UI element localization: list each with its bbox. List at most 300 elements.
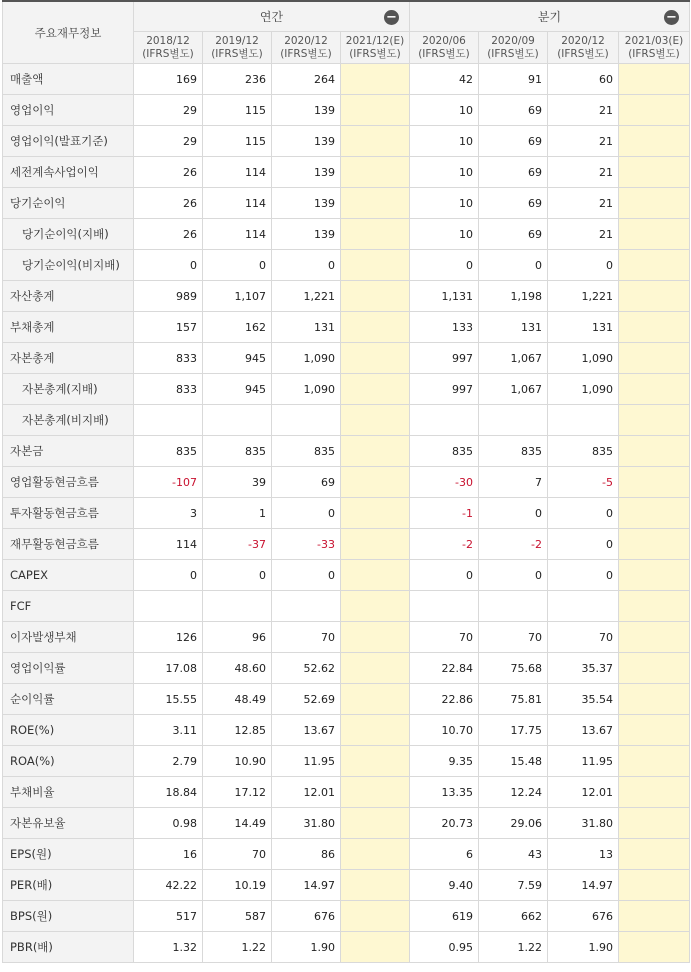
table-cell [341, 870, 410, 901]
table-cell: 3.11 [134, 715, 203, 746]
table-row [3, 591, 690, 622]
column-basis: (IFRS별도) [349, 47, 401, 60]
table-cell: 15.48 [479, 746, 548, 777]
table-cell: 69 [479, 126, 548, 157]
table-row [3, 436, 690, 467]
table-cell [341, 839, 410, 870]
table-cell: 69 [479, 219, 548, 250]
table-cell: 131 [479, 312, 548, 343]
table-cell: 1,090 [272, 343, 341, 374]
row-label: 당기순이익 [3, 188, 134, 219]
column-period: 2019/12 [215, 34, 259, 47]
table-cell: 7 [479, 467, 548, 498]
table-cell: 26 [134, 157, 203, 188]
row-label: CAPEX [3, 560, 134, 591]
table-cell [341, 560, 410, 591]
table-cell: 52.69 [272, 684, 341, 715]
table-cell: -33 [272, 529, 341, 560]
table-cell [341, 343, 410, 374]
table-cell [341, 932, 410, 963]
table-cell: 131 [548, 312, 619, 343]
table-cell: 3 [134, 498, 203, 529]
table-cell [341, 591, 410, 622]
table-cell: 17.12 [203, 777, 272, 808]
table-cell [341, 653, 410, 684]
table-cell: 70 [410, 622, 479, 653]
table-cell: 75.68 [479, 653, 548, 684]
table-cell: 18.84 [134, 777, 203, 808]
table-cell [619, 653, 690, 684]
group-label-quarterly: 분기 [537, 10, 562, 24]
table-cell: 31.80 [272, 808, 341, 839]
table-cell: 1.32 [134, 932, 203, 963]
table-cell: 86 [272, 839, 341, 870]
column-basis: (IFRS별도) [487, 47, 539, 60]
table-cell: 43 [479, 839, 548, 870]
table-cell: 1,090 [548, 343, 619, 374]
row-label: 영업이익 [3, 95, 134, 126]
table-cell: 42.22 [134, 870, 203, 901]
table-row [3, 839, 690, 870]
table-cell: 10 [410, 219, 479, 250]
group-label-annual: 연간 [259, 10, 284, 24]
table-cell: 997 [410, 343, 479, 374]
table-cell: 0 [479, 560, 548, 591]
column-period: 2020/12 [561, 34, 605, 47]
table-cell [619, 901, 690, 932]
table-cell [134, 591, 203, 622]
table-cell: 13.67 [548, 715, 619, 746]
column-header [341, 32, 410, 64]
table-cell: 1.90 [272, 932, 341, 963]
table-cell: 6 [410, 839, 479, 870]
column-header [479, 32, 548, 64]
table-cell [619, 746, 690, 777]
financial-table [2, 0, 690, 963]
group-header-annual [134, 1, 410, 32]
table-cell [341, 126, 410, 157]
table-cell: 10.70 [410, 715, 479, 746]
table-row [3, 219, 690, 250]
table-cell: 2.79 [134, 746, 203, 777]
table-cell: 1,221 [272, 281, 341, 312]
table-row [3, 405, 690, 436]
column-header [134, 32, 203, 64]
table-cell: 587 [203, 901, 272, 932]
table-cell: 91 [479, 64, 548, 95]
table-cell: 70 [272, 622, 341, 653]
table-cell: 69 [272, 467, 341, 498]
table-row [3, 188, 690, 219]
minus-circle-icon[interactable]: − [664, 10, 679, 25]
table-cell: 0 [272, 498, 341, 529]
table-cell: 26 [134, 219, 203, 250]
table-cell: 619 [410, 901, 479, 932]
table-cell: 39 [203, 467, 272, 498]
table-row [3, 250, 690, 281]
row-label: 자본유보율 [3, 808, 134, 839]
table-cell [479, 591, 548, 622]
table-cell: 69 [479, 157, 548, 188]
column-period: 2020/12 [284, 34, 328, 47]
table-cell [341, 467, 410, 498]
table-cell: 17.08 [134, 653, 203, 684]
table-cell: 1.90 [548, 932, 619, 963]
row-label: 재무활동현금흐름 [3, 529, 134, 560]
table-cell: 21 [548, 126, 619, 157]
column-period: 2020/09 [491, 34, 535, 47]
column-header [619, 32, 690, 64]
row-label: 자본총계 [3, 343, 134, 374]
table-cell: 13 [548, 839, 619, 870]
table-cell: 7.59 [479, 870, 548, 901]
table-cell: 835 [272, 436, 341, 467]
table-cell: 0 [203, 560, 272, 591]
column-basis: (IFRS별도) [142, 47, 194, 60]
table-cell: 10.90 [203, 746, 272, 777]
table-cell: 0 [479, 250, 548, 281]
table-cell: 52.62 [272, 653, 341, 684]
table-cell: 14.49 [203, 808, 272, 839]
table-cell: 10 [410, 126, 479, 157]
table-cell: 14.97 [272, 870, 341, 901]
table-cell [619, 281, 690, 312]
table-cell: 20.73 [410, 808, 479, 839]
table-cell [479, 405, 548, 436]
table-cell: 169 [134, 64, 203, 95]
table-cell [341, 219, 410, 250]
column-period: 2021/03(E) [624, 34, 684, 47]
table-cell [341, 901, 410, 932]
table-cell [134, 405, 203, 436]
table-cell: 997 [410, 374, 479, 405]
table-cell: 139 [272, 95, 341, 126]
table-cell [203, 405, 272, 436]
table-cell: 0.98 [134, 808, 203, 839]
table-row [3, 808, 690, 839]
table-cell: 48.60 [203, 653, 272, 684]
row-label: EPS(원) [3, 839, 134, 870]
row-label: 세전계속사업이익 [3, 157, 134, 188]
table-cell [341, 715, 410, 746]
table-cell [341, 684, 410, 715]
table-cell: 31.80 [548, 808, 619, 839]
table-cell: 17.75 [479, 715, 548, 746]
row-label: 당기순이익(비지배) [3, 250, 134, 281]
table-row [3, 467, 690, 498]
table-cell [341, 777, 410, 808]
table-cell: 22.84 [410, 653, 479, 684]
table-cell: 13.67 [272, 715, 341, 746]
table-row [3, 560, 690, 591]
table-cell: 70 [548, 622, 619, 653]
table-cell: 21 [548, 157, 619, 188]
table-cell: -5 [548, 467, 619, 498]
table-cell: 126 [134, 622, 203, 653]
table-row [3, 343, 690, 374]
table-row [3, 498, 690, 529]
table-cell [410, 405, 479, 436]
table-cell: 157 [134, 312, 203, 343]
table-cell: -1 [410, 498, 479, 529]
table-cell [619, 343, 690, 374]
table-cell: 139 [272, 157, 341, 188]
row-label: 부채비율 [3, 777, 134, 808]
table-cell: 1,198 [479, 281, 548, 312]
table-cell: 11.95 [548, 746, 619, 777]
table-cell: -2 [479, 529, 548, 560]
table-cell: 0 [410, 250, 479, 281]
table-cell: 139 [272, 188, 341, 219]
table-cell [548, 591, 619, 622]
table-row [3, 777, 690, 808]
corner-header: 주요재무정보 [3, 1, 134, 64]
table-cell: 0.95 [410, 932, 479, 963]
table-row [3, 901, 690, 932]
row-label: 영업활동현금흐름 [3, 467, 134, 498]
table-cell: 1,067 [479, 374, 548, 405]
table-cell: 1,090 [272, 374, 341, 405]
table-cell [341, 95, 410, 126]
table-cell: 35.54 [548, 684, 619, 715]
column-period: 2020/06 [422, 34, 466, 47]
table-cell [619, 777, 690, 808]
table-cell: -107 [134, 467, 203, 498]
table-cell: 139 [272, 219, 341, 250]
row-label: 당기순이익(지배) [3, 219, 134, 250]
table-cell: 835 [203, 436, 272, 467]
table-cell: 0 [548, 529, 619, 560]
table-row [3, 622, 690, 653]
table-cell: 264 [272, 64, 341, 95]
table-cell: 21 [548, 219, 619, 250]
row-label: 매출액 [3, 64, 134, 95]
table-row [3, 95, 690, 126]
table-cell: 21 [548, 95, 619, 126]
table-cell: 21 [548, 188, 619, 219]
row-label: FCF [3, 591, 134, 622]
table-cell [341, 250, 410, 281]
table-cell [410, 591, 479, 622]
table-row [3, 746, 690, 777]
table-row [3, 529, 690, 560]
column-basis: (IFRS별도) [418, 47, 470, 60]
table-cell: 131 [272, 312, 341, 343]
table-cell: 835 [134, 436, 203, 467]
table-cell [341, 281, 410, 312]
table-cell [272, 405, 341, 436]
table-cell: 70 [479, 622, 548, 653]
table-cell: 114 [203, 188, 272, 219]
row-label: 영업이익(발표기준) [3, 126, 134, 157]
table-cell [619, 498, 690, 529]
table-cell: 0 [548, 560, 619, 591]
table-cell: 1,107 [203, 281, 272, 312]
column-header [203, 32, 272, 64]
table-cell [341, 622, 410, 653]
table-cell: 162 [203, 312, 272, 343]
table-cell [619, 250, 690, 281]
table-cell: 835 [479, 436, 548, 467]
table-cell: 0 [410, 560, 479, 591]
table-cell: 75.81 [479, 684, 548, 715]
table-cell: 10.19 [203, 870, 272, 901]
table-cell: 835 [410, 436, 479, 467]
column-basis: (IFRS별도) [211, 47, 263, 60]
minus-circle-icon[interactable]: − [384, 10, 399, 25]
table-cell [341, 157, 410, 188]
table-cell: 236 [203, 64, 272, 95]
group-header-quarterly [410, 1, 690, 32]
table-cell: 676 [548, 901, 619, 932]
row-label: 순이익률 [3, 684, 134, 715]
table-cell: 22.86 [410, 684, 479, 715]
row-label: 자본총계(비지배) [3, 405, 134, 436]
table-cell [619, 436, 690, 467]
table-cell: 833 [134, 343, 203, 374]
table-cell [341, 436, 410, 467]
table-cell [341, 374, 410, 405]
table-cell [619, 95, 690, 126]
table-cell: 69 [479, 188, 548, 219]
table-cell: 35.37 [548, 653, 619, 684]
table-cell: 70 [203, 839, 272, 870]
table-cell: 1.22 [479, 932, 548, 963]
table-cell [341, 498, 410, 529]
table-cell [341, 312, 410, 343]
table-cell: 0 [548, 498, 619, 529]
table-cell: 1 [203, 498, 272, 529]
row-label: 투자활동현금흐름 [3, 498, 134, 529]
table-cell: 1,090 [548, 374, 619, 405]
table-cell [619, 467, 690, 498]
table-cell [203, 591, 272, 622]
table-cell: 12.01 [548, 777, 619, 808]
table-cell [619, 932, 690, 963]
table-cell: 139 [272, 126, 341, 157]
table-cell: 989 [134, 281, 203, 312]
table-cell: 11.95 [272, 746, 341, 777]
table-cell [619, 374, 690, 405]
table-cell [619, 808, 690, 839]
table-cell: 0 [479, 498, 548, 529]
table-cell [619, 157, 690, 188]
table-row [3, 715, 690, 746]
table-cell: 13.35 [410, 777, 479, 808]
table-cell: 115 [203, 126, 272, 157]
table-cell: 114 [203, 219, 272, 250]
table-cell: 0 [272, 560, 341, 591]
table-cell: 96 [203, 622, 272, 653]
table-cell: -30 [410, 467, 479, 498]
table-cell [341, 405, 410, 436]
table-cell [619, 622, 690, 653]
table-cell: 9.40 [410, 870, 479, 901]
table-cell: 115 [203, 95, 272, 126]
table-row [3, 870, 690, 901]
table-cell: 0 [548, 250, 619, 281]
row-label: PBR(배) [3, 932, 134, 963]
table-cell: 133 [410, 312, 479, 343]
table-cell [619, 560, 690, 591]
table-cell [619, 715, 690, 746]
column-header [410, 32, 479, 64]
table-cell: 69 [479, 95, 548, 126]
row-label: ROE(%) [3, 715, 134, 746]
table-cell: 42 [410, 64, 479, 95]
table-cell: 1,221 [548, 281, 619, 312]
table-cell: 12.01 [272, 777, 341, 808]
table-cell [619, 405, 690, 436]
table-cell: 26 [134, 188, 203, 219]
table-row [3, 64, 690, 95]
table-cell: 1,131 [410, 281, 479, 312]
table-cell: 9.35 [410, 746, 479, 777]
table-cell: 1.22 [203, 932, 272, 963]
column-period: 2018/12 [146, 34, 190, 47]
row-label: 자본금 [3, 436, 134, 467]
table-cell [619, 219, 690, 250]
row-label: 영업이익률 [3, 653, 134, 684]
table-cell: 833 [134, 374, 203, 405]
row-label: 이자발생부채 [3, 622, 134, 653]
table-row [3, 653, 690, 684]
table-cell [619, 312, 690, 343]
table-cell: 1,067 [479, 343, 548, 374]
table-cell: 835 [548, 436, 619, 467]
table-cell: 16 [134, 839, 203, 870]
table-row [3, 126, 690, 157]
table-cell: 0 [134, 250, 203, 281]
table-cell [619, 839, 690, 870]
table-cell: 29 [134, 126, 203, 157]
column-header [548, 32, 619, 64]
table-cell: 0 [272, 250, 341, 281]
table-cell [341, 746, 410, 777]
table-cell: 12.24 [479, 777, 548, 808]
column-period: 2021/12(E) [345, 34, 405, 47]
row-label: PER(배) [3, 870, 134, 901]
table-cell [619, 870, 690, 901]
table-cell [341, 529, 410, 560]
table-cell: 10 [410, 95, 479, 126]
row-label: ROA(%) [3, 746, 134, 777]
table-cell [619, 591, 690, 622]
table-cell: 10 [410, 188, 479, 219]
row-label: BPS(원) [3, 901, 134, 932]
table-cell: 945 [203, 374, 272, 405]
table-cell: 60 [548, 64, 619, 95]
table-row [3, 374, 690, 405]
table-cell: 29 [134, 95, 203, 126]
table-cell: 114 [134, 529, 203, 560]
table-cell: 517 [134, 901, 203, 932]
row-label: 자산총계 [3, 281, 134, 312]
table-cell [619, 529, 690, 560]
table-cell: -2 [410, 529, 479, 560]
table-cell [619, 188, 690, 219]
table-cell: 15.55 [134, 684, 203, 715]
table-cell: 48.49 [203, 684, 272, 715]
row-label: 부채총계 [3, 312, 134, 343]
table-cell: 10 [410, 157, 479, 188]
column-basis: (IFRS별도) [628, 47, 680, 60]
table-cell: 12.85 [203, 715, 272, 746]
table-cell: 29.06 [479, 808, 548, 839]
table-cell: -37 [203, 529, 272, 560]
table-cell: 0 [134, 560, 203, 591]
table-cell [619, 684, 690, 715]
